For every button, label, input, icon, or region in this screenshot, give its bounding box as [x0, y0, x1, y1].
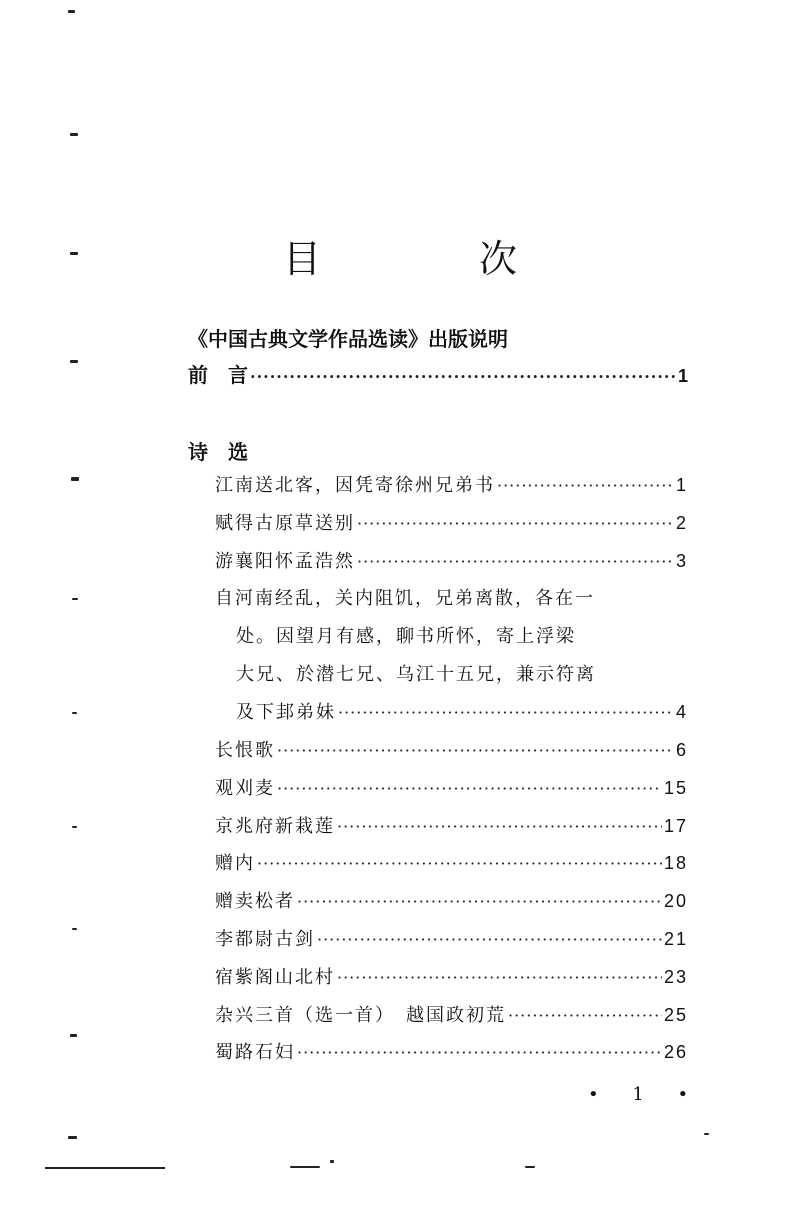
toc-entry[interactable]: [215, 812, 688, 838]
scan-mark: [290, 1166, 320, 1168]
toc-entry[interactable]: [215, 736, 688, 762]
section-title: 诗 选: [188, 440, 248, 464]
entry-page: 25: [663, 1005, 688, 1025]
scan-mark: [72, 712, 77, 714]
scan-mark: [525, 1166, 535, 1168]
toc-entry[interactable]: [215, 509, 688, 535]
entry-label: 蜀路石妇: [215, 1042, 295, 1063]
entry-page: 21: [663, 929, 688, 949]
entry-label: 及下邽弟妹: [236, 702, 336, 723]
toc-entry[interactable]: [215, 547, 688, 573]
entry-label: 赠内: [215, 853, 255, 874]
entry-page: 3: [675, 551, 688, 571]
leader-dots: [338, 703, 674, 722]
entry-page: 23: [663, 967, 688, 987]
leader-dots: [257, 854, 662, 873]
toc-entry[interactable]: [215, 1038, 688, 1064]
scan-mark: [72, 826, 77, 828]
page-number: • 1 •: [588, 1084, 703, 1105]
series-note: 《中国古典文学作品选读》出版说明: [188, 327, 508, 351]
scan-mark: [72, 928, 77, 930]
entry-page: 15: [663, 778, 688, 798]
scan-mark: [71, 477, 79, 481]
entry-page: 17: [663, 816, 688, 836]
scan-mark: [70, 252, 78, 255]
leader-dots: [277, 741, 674, 760]
bottom-rule: [45, 1167, 165, 1169]
entry-label: 杂兴三首（选一首） 越国政初荒: [215, 1005, 506, 1026]
leader-dots: [277, 779, 662, 798]
entry-label: 李都尉古剑: [215, 929, 315, 950]
leader-dots: [250, 367, 676, 386]
leader-dots: [357, 552, 674, 571]
leader-dots: [317, 930, 662, 949]
preface-page: 1: [677, 366, 688, 386]
toc-entry[interactable]: [236, 698, 688, 724]
toc-entry[interactable]: [215, 471, 688, 497]
entry-label: 宿紫阁山北村: [215, 967, 335, 988]
entry-page: 2: [675, 513, 688, 533]
entry-label: 江南送北客，因凭寄徐州兄弟书: [215, 475, 495, 496]
scan-mark: [70, 1034, 77, 1037]
entry-page: 1: [675, 475, 688, 495]
entry-label: 京兆府新栽莲: [215, 816, 335, 837]
entry-label: 游襄阳怀孟浩然: [215, 551, 355, 572]
toc-entry[interactable]: [215, 1001, 688, 1027]
toc-entry[interactable]: [215, 887, 688, 913]
scan-mark: [70, 133, 78, 136]
entry-label: 观刈麦: [215, 778, 275, 799]
scan-mark: [704, 1133, 709, 1135]
toc-entry[interactable]: [215, 774, 688, 800]
entry-label: 赠卖松者: [215, 891, 295, 912]
toc-entry[interactable]: [215, 925, 688, 951]
entry-label: 长恨歌: [215, 740, 275, 761]
toc-entry[interactable]: [215, 849, 688, 875]
toc-entry-continued: 处。因望月有感，聊书所怀，寄上浮梁: [236, 626, 576, 647]
entry-label: 赋得古原草送别: [215, 513, 355, 534]
entry-page: 20: [663, 891, 688, 911]
leader-dots: [337, 968, 662, 987]
leader-dots: [337, 817, 662, 836]
toc-entry[interactable]: [215, 963, 688, 989]
preface-entry[interactable]: [188, 359, 688, 388]
scan-mark: [68, 10, 75, 13]
entry-page: 26: [663, 1042, 688, 1062]
entry-page: 18: [663, 853, 688, 873]
leader-dots: [357, 514, 674, 533]
entry-page: 4: [675, 702, 688, 722]
scan-mark: [68, 1136, 77, 1139]
leader-dots: [508, 1006, 662, 1025]
scan-mark: [330, 1160, 334, 1163]
leader-dots: [497, 476, 674, 495]
page-title: 目 次: [282, 237, 577, 281]
toc-entry-continued: 自河南经乱，关内阻饥，兄弟离散，各在一: [215, 588, 595, 609]
toc-entry-continued: 大兄、於潜七兄、乌江十五兄，兼示符离: [236, 664, 596, 685]
leader-dots: [297, 892, 662, 911]
preface-label: 前 言: [188, 363, 248, 387]
scan-mark: [72, 598, 78, 600]
leader-dots: [297, 1043, 662, 1062]
entry-page: 6: [675, 740, 688, 760]
scan-mark: [70, 360, 78, 363]
